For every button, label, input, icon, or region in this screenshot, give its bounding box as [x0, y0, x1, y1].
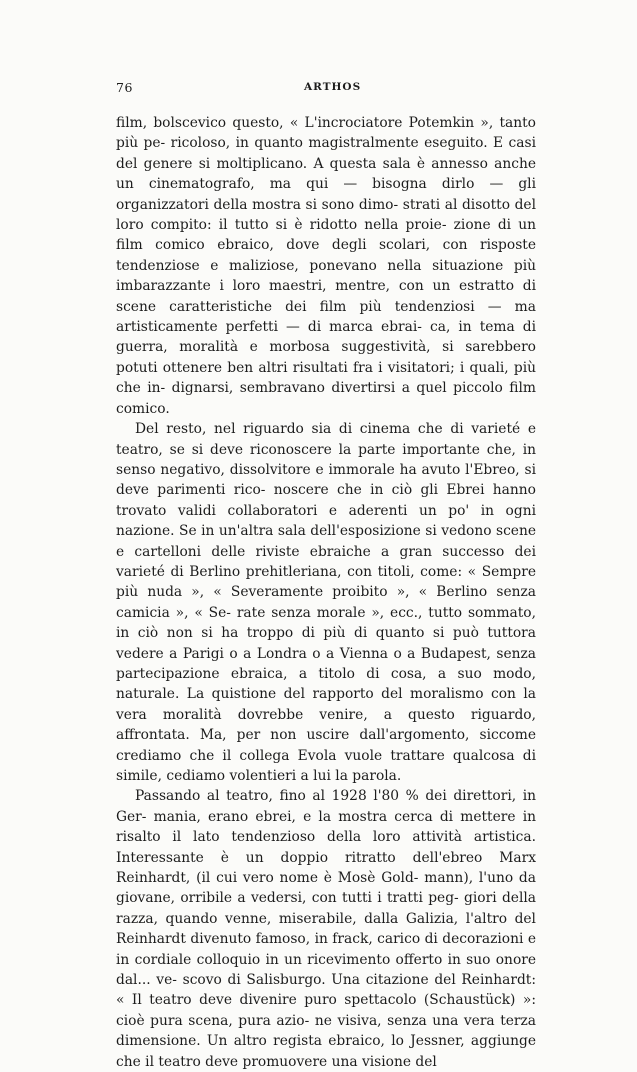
text-line: ritratto dell'ebreo Marx Reinhardt, (il cui vero nome è Mosè Gold-: [116, 849, 536, 887]
text-line: la parola.: [335, 768, 402, 784]
text-line: ne visiva, senza una vera terza dimensione. Un altro regista ebraico,: [116, 1012, 536, 1050]
text-line: rate senza morale », ecc., tutto sommato, in ciò non si ha troppo: [116, 604, 536, 642]
text-line: qui — bisogna dirlo — gli organizzatori della mostra si sono dimo-: [116, 176, 536, 213]
page-number: 76: [116, 80, 133, 95]
text-line: dissolvitore e immorale ha avuto l'Ebreo, si deve parimenti rico-: [116, 461, 536, 499]
text-line: film più tendenziosi — ma artisticamente perfetti — di marca ebrai-: [116, 298, 536, 336]
text-line: mann), l'uno da giovane, orribile a vedersi, con tutti i tratti peg-: [116, 870, 536, 907]
text-line: mania, erano ebrei, e la mostra cerca di mettere in risalto il lato: [116, 808, 536, 846]
text-line: noscere che in ciò gli Ebrei hanno trovato validi collaboratori e: [116, 482, 536, 519]
text-line: ricoloso, in quanto magistralmente eseguito. E casi del genere si: [116, 135, 536, 172]
text-line: zione di un film comico ebraico, dove degli scolari, con risposte: [116, 217, 536, 254]
text-line: giori della razza, quando venne, miserabile, dalla Galizia, l'altro: [116, 890, 536, 927]
text-line: scovo di Salisburgo. Una citazione del Reinhardt: « Il teatro deve: [116, 972, 537, 1009]
paragraph: [116, 419, 536, 786]
running-title: ARTHOS: [304, 81, 362, 93]
text-line: Passando al teatro, fino al 1928 l'80 % dei direttori, in Ger-: [116, 788, 536, 825]
text-line: Ma, per non uscire dall'argomento, siccome crediamo che il collega: [116, 727, 536, 764]
text-line: i loro maestri, mentre, con un estratto di scene caratteristiche dei: [116, 278, 536, 315]
text-line: si vedono scene e cartelloni delle riviste ebraiche a gran successo: [116, 523, 537, 560]
text-line: cordiale colloquio in un ricevimento offerto in suo onore dal... ve-: [116, 951, 537, 989]
text-line: dei varieté di Berlino prehitleriana, con titoli, come: « Sempre più: [116, 543, 537, 601]
text-line: moltiplicano. A questa sala è annesso anche un cinematografo, ma: [116, 155, 537, 193]
paragraph: [116, 113, 536, 419]
text-line: tendenziose e maliziose, ponevano nella situazione più imbarazzante: [116, 257, 536, 295]
text-line: dignarsi, sembravano divertirsi a quel piccolo film comico.: [116, 380, 536, 417]
paragraph: [116, 786, 536, 1072]
running-head: [116, 80, 536, 102]
text-line: del Reinhardt divenuto famoso, in frack, carico di decorazioni e in: [116, 910, 536, 968]
body-text: [116, 113, 536, 1072]
text-line: Del resto, nel riguardo sia di cinema che di varieté e teatro,: [116, 421, 536, 458]
text-line: lo Jessner, aggiunge che il teatro deve promuovere una visione del: [116, 1033, 536, 1070]
text-line: a suo modo, naturale. La quistione del rapporto del moralismo con: [116, 665, 537, 703]
text-line: la vera moralità dovrebbe venire, a questo riguardo, affrontata.: [116, 686, 537, 744]
text-line: ca, in tema di guerra, moralità e morbosa suggestività, si sarebbero: [116, 319, 537, 356]
text-line: potuti ottenere ben altri risultati fra i visitatori; i quali, più che in-: [116, 359, 536, 397]
text-line: aderenti un po' in ogni nazione. Se in un'altra sala dell'esposizione: [116, 502, 536, 540]
text-line: nuda », « Severamente proibito », « Berlino senza camicia », « Se-: [116, 584, 536, 621]
text-line: strati al disotto del loro compito: il tutto si è ridotto nella proie-: [116, 196, 537, 234]
text-line: tendenzioso della loro attività artistica. Interessante è un doppio: [116, 829, 537, 866]
text-line: divenire puro spettacolo (Schaustück) »: cioè pura scena, pura azio-: [116, 992, 536, 1029]
text-line: Evola vuole trattare qualcosa di simile, cediamo volentieri a lui: [116, 747, 536, 784]
text-line: Vienna o a Budapest, senza partecipazione ebraica, a titolo di cosa,: [116, 645, 537, 682]
text-line: film, bolscevico questo, « L'incrociatore Potemkin », tanto più pe-: [116, 115, 536, 152]
book-page: [116, 80, 536, 1072]
text-line: se si deve riconoscere la parte importante che, in senso negativo,: [116, 441, 536, 478]
text-line: di più di quanto si può tuttora vedere a Parigi o a Londra o a: [116, 625, 537, 662]
